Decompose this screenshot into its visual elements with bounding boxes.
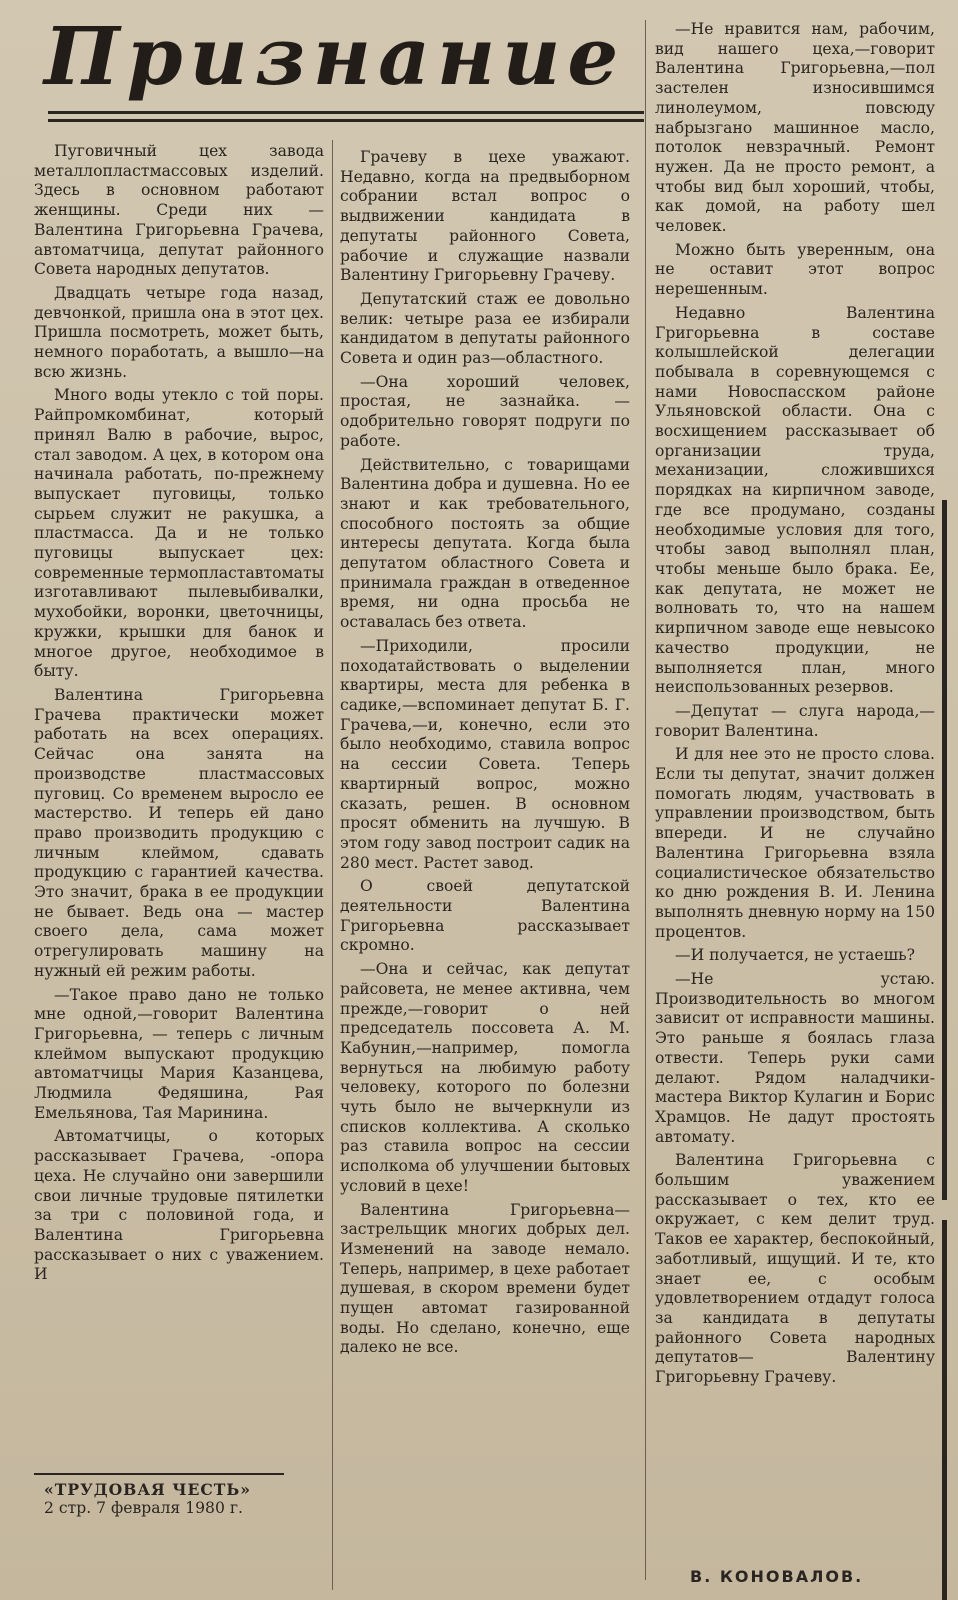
paragraph: —Приходили, просили походатайствовать о выделении квартиры, места для ребенка в садике,—вспоминает депутат Б. Г. Грачева,—и, конечно, если это было необходимо, ставила вопрос на сессии Совета. Теперь квартирный вопрос, можно сказать, решен. В основном просят обменить на лучшую. В этом году завод построит садик на 280 мест. Растет завод. <box>340 636 630 872</box>
paragraph: Депутатский стаж ее довольно велик: четыре раза ее избирали кандидатом в депутаты районного Совета и один раз—областного. <box>340 289 630 368</box>
right-border-lower <box>942 1220 947 1600</box>
article-author: В. КОНОВАЛОВ. <box>690 1567 864 1586</box>
column-divider-2 <box>645 20 646 1580</box>
article-column-1 <box>34 142 324 1289</box>
paragraph: Недавно Валентина Григорьевна в составе колышлейской делегации побывала в соревнующемся с нами Новоспасском районе Ульяновской области. Она с восхищением рассказывает об организации труда, механизации, сложившихся порядках на кирпичном заводе, где все продумано, созданы необходимые условия для того, чтобы завод выполнял план, чтобы меньше было брака. Ее, как депутата, не может не волновать то, что на нашем кирпичном заводе еще невысоко качество продукции, не выполняется план, много неиспользованных резервов. <box>655 303 935 697</box>
paragraph: Валентина Григорьевна Грачева практически может работать на всех операциях. Сейчас она занята на производстве пластмассовых пуговиц. Со временем выросло ее мастерство. И теперь ей дано право производить продукцию с личным клеймом, сдавать продукцию с гарантией качества. Это значит, брака в ее продукции не бывает. Ведь она — мастер своего дела, сама может отрегулировать машину на нужный ей режим работы. <box>34 685 324 980</box>
paragraph: Действительно, с товарищами Валентина добра и душевна. Но ее знают и как требовательного, способного постоять за общие интересы депутата. Когда была депутатом областного Совета и принимала граждан в отведенное время, ни одна просьба не оставалась без ответа. <box>340 455 630 632</box>
paragraph: —Не нравится нам, рабочим, вид нашего цеха,—говорит Валентина Григорьевна,—пол застелен износившимся линолеумом, повсюду набрызгано машинное масло, потолок невзрачный. Ремонт нужен. Да не просто ремонт, а чтобы вид был хороший, чтобы, как домой, на работу шел человек. <box>655 20 935 236</box>
paragraph: Автоматчицы, о которых рассказывает Грачева, -опора цеха. Не случайно они завершили свои личные трудовые пятилетки за три с половиной года, и Валентина Григорьевна рассказывает о них с уважением. И <box>34 1127 324 1284</box>
article-headline: Признание <box>44 9 626 103</box>
headline-rule-top <box>48 111 644 114</box>
column-divider-1 <box>332 140 333 1590</box>
paragraph: И для нее это не просто слова. Если ты депутат, значит должен помогать людям, участвовать в управлении производством, быть впереди. И не случайно Валентина Григорьевна взяла социалистическое обязательство ко дню рождения В. И. Ленина выполнять дневную норму на 150 процентов. <box>655 745 935 941</box>
publication-date: 2 стр. 7 февраля 1980 г. <box>44 1499 243 1517</box>
paragraph: Двадцать четыре года назад, девчонкой, пришла она в этот цех. Пришла посмотреть, может быть, немного поработать, а вышло—на всю жизнь. <box>34 283 324 381</box>
article-column-2 <box>340 148 630 1362</box>
headline-rule-bottom <box>48 119 644 122</box>
article-column-3 <box>655 20 935 1392</box>
source-divider <box>34 1473 284 1475</box>
paragraph: —И получается, не устаешь? <box>675 946 915 965</box>
source-citation <box>44 1480 304 1518</box>
paragraph: Много воды утекло с той поры. Райпромкомбинат, который принял Валю в рабочие, вырос, стал заводом. А цех, в котором она начинала работать, по-прежнему выпускает пуговицы, только сырьем служит не ракушка, а пластмасса. Да и не только пуговицы выпускает цех: современные термопластавтоматы изготавливают пылевыбивалки, мухобойки, воронки, цветочницы, кружки, крышки для банок и многое другое, необходимое в быту. <box>34 386 324 681</box>
paragraph: Валентина Григорьевна с большим уважением рассказывает о тех, кто ее окружает, с кем делит труд. Таков ее характер, беспокойный, заботливый, ищущий. И те, кто знает ее, с особым удовлетворением отдадут голоса за кандидата в депутаты районного Совета народных депутатов— Валентину Григорьевну Грачеву. <box>655 1151 935 1387</box>
paragraph: —Депутат — слуга народа,—говорит Валентина. <box>655 701 935 740</box>
paragraph: —Не устаю. Производительность во многом зависит от исправности машины. Это раньше я боялась глаза отвести. Теперь руки сами делают. Рядом наладчики-мастера Виктор Кулагин и Борис Храмцов. Не дадут простоять автомату. <box>655 970 935 1146</box>
right-border-upper <box>942 500 947 1200</box>
newspaper-name: «ТРУДОВАЯ ЧЕСТЬ» <box>44 1480 251 1499</box>
paragraph: Можно быть уверенным, она не оставит этот вопрос нерешенным. <box>655 240 935 299</box>
paragraph: —Она и сейчас, как депутат райсовета, не менее активна, чем прежде,—говорит о ней председатель поссовета А. М. Кабунин,—например, помогла вернуться на любимую работу человеку, которого по болезни чуть было не вычеркнули из списков коллектива. А сколько раз ставила вопрос на сессии исполкома об улучшении бытовых условий в цехе! <box>340 960 630 1195</box>
paragraph: —Такое право дано не только мне одной,—говорит Валентина Григорьевна, — теперь с личным клеймом выпускают продукцию автоматчицы Мария Казанцева, Людмила Федяшина, Рая Емельянова, Тая Маринина. <box>34 985 324 1122</box>
paragraph: О своей депутатской деятельности Валентина Григорьевна рассказывает скромно. <box>340 877 630 955</box>
paragraph: —Она хороший человек, простая, не зазнайка. — одобрительно говорят подруги по работе. <box>340 372 630 450</box>
paragraph: Грачеву в цехе уважают. Недавно, когда на предвыборном собрании встал вопрос о выдвижении кандидата в депутаты районного Совета, рабочие и служащие назвали Валентину Григорьевну Грачеву. <box>340 148 630 285</box>
paragraph: Валентина Григорьевна—застрельщик многих добрых дел. Изменений на заводе немало. Теперь, например, в цехе работает душевая, в скором времени будет пущен автомат газированной воды. Но сделано, конечно, еще далеко не все. <box>340 1200 630 1357</box>
paragraph: Пуговичный цех завода металлопластмассовых изделий. Здесь в основном работают женщины. Среди них — Валентина Григорьевна Грачева, автоматчица, депутат районного Совета народных депутатов. <box>34 142 324 279</box>
